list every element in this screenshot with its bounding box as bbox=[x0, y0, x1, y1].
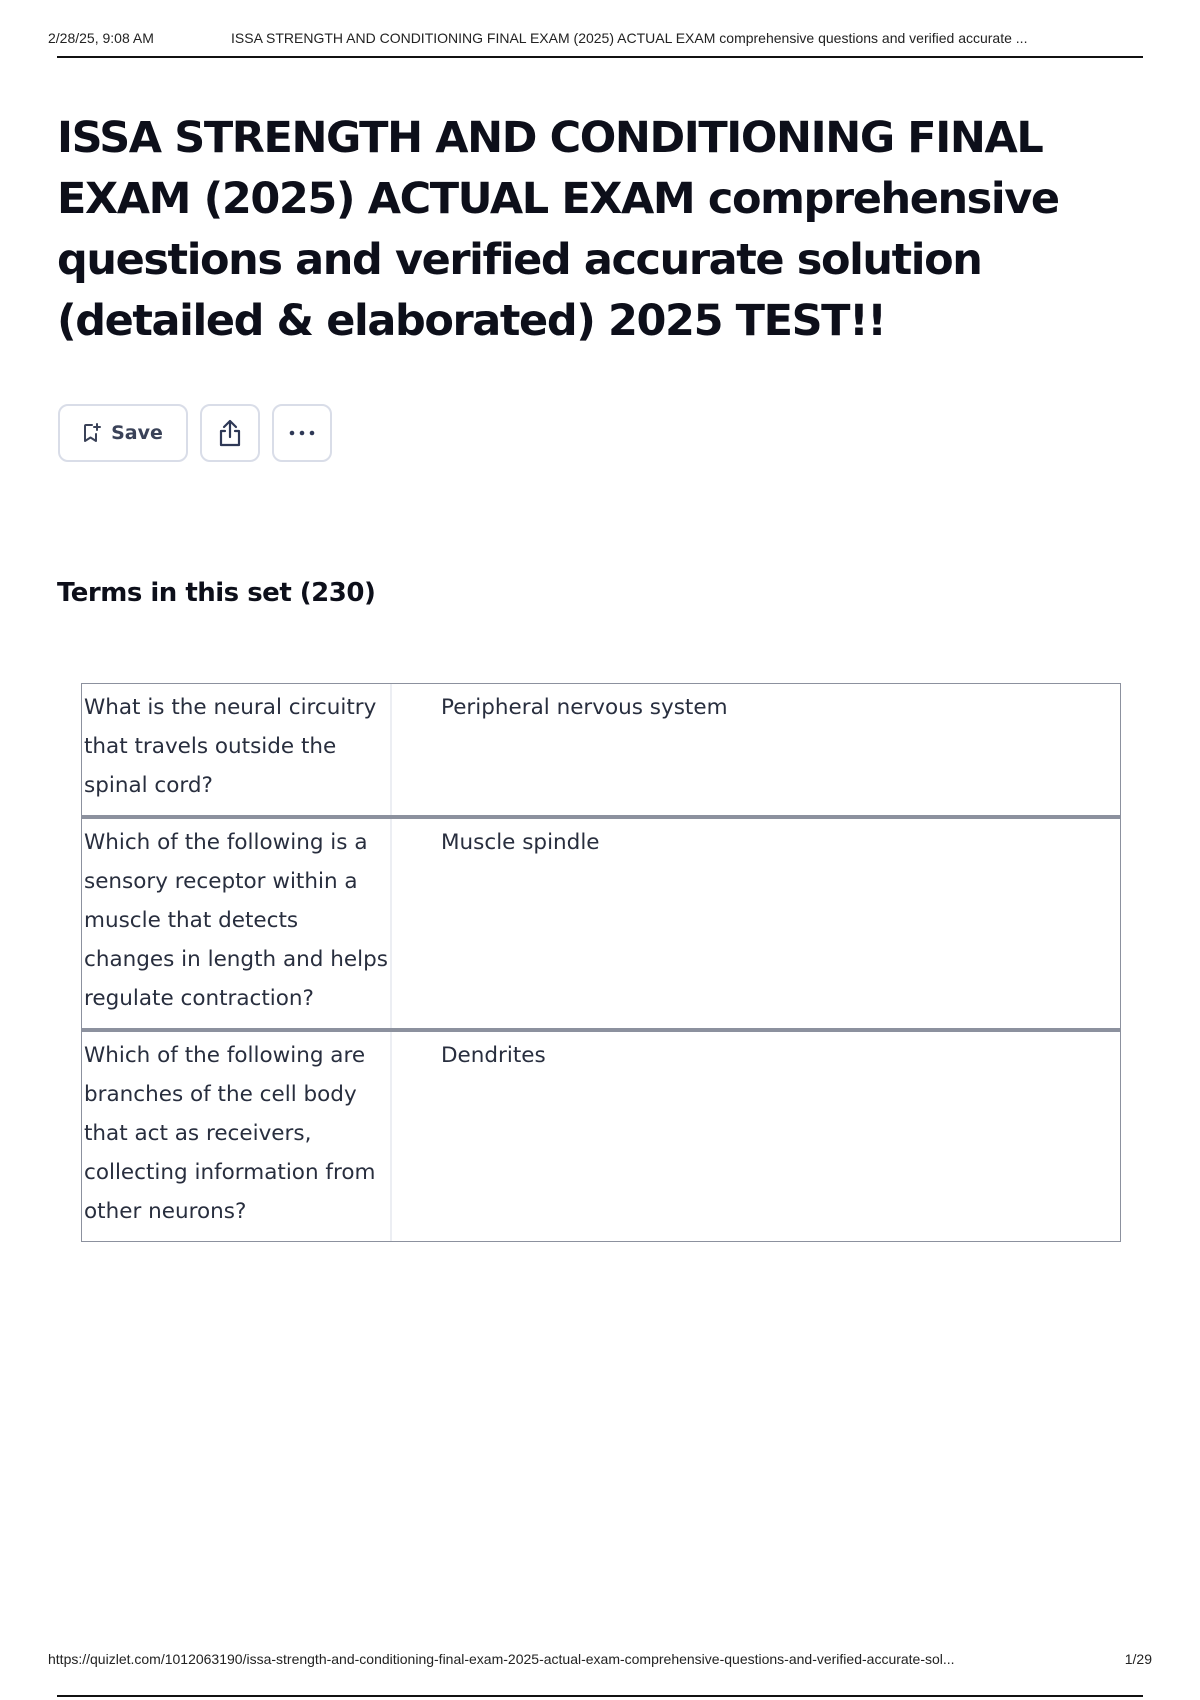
share-icon bbox=[216, 418, 244, 448]
more-horizontal-icon bbox=[287, 429, 317, 437]
save-button[interactable] bbox=[58, 404, 188, 462]
definition-text: Peripheral nervous system bbox=[441, 695, 728, 720]
term-text: What is the neural circuitry that travels outside the spinal cord? bbox=[82, 684, 392, 815]
term-card bbox=[81, 1029, 1121, 1242]
terms-list bbox=[81, 683, 1121, 1242]
definition-text: Dendrites bbox=[441, 1043, 546, 1068]
page-number: 1/29 bbox=[1124, 1651, 1152, 1667]
page-url: https://quizlet.com/1012063190/issa-strength-and-conditioning-final-exam-2025-actual-exam-comprehensive-questions-and-verified-accurate-sol... bbox=[48, 1651, 955, 1667]
set-actions bbox=[58, 404, 332, 464]
term-text: Which of the following is a sensory receptor within a muscle that detects changes in length and helps regulate contraction? bbox=[82, 819, 392, 1028]
term-card bbox=[81, 816, 1121, 1029]
print-footer bbox=[48, 1651, 1152, 1673]
print-header bbox=[48, 30, 1150, 56]
terms-heading: Terms in this set (230) bbox=[57, 578, 376, 608]
set-title: ISSA STRENGTH AND CONDITIONING FINAL EXAM (2025) ACTUAL EXAM comprehensive questions and verified accurate solution (detailed & elaborated) 2025 TEST!! bbox=[57, 113, 1059, 346]
footer-divider bbox=[57, 1695, 1143, 1697]
header-divider bbox=[57, 56, 1143, 58]
print-document-title: ISSA STRENGTH AND CONDITIONING FINAL EXAM (2025) ACTUAL EXAM comprehensive questions and verified accurate ... bbox=[231, 30, 1028, 46]
term-card bbox=[81, 683, 1121, 816]
term-text: Which of the following are branches of the cell body that act as receivers, collecting information from other neurons? bbox=[82, 1032, 392, 1241]
share-button[interactable] bbox=[200, 404, 260, 462]
save-button-label: Save bbox=[111, 422, 163, 444]
bookmark-add-icon bbox=[83, 423, 101, 443]
print-date: 2/28/25, 9:08 AM bbox=[48, 30, 154, 46]
definition-text: Muscle spindle bbox=[441, 830, 600, 855]
more-options-button[interactable] bbox=[272, 404, 332, 462]
